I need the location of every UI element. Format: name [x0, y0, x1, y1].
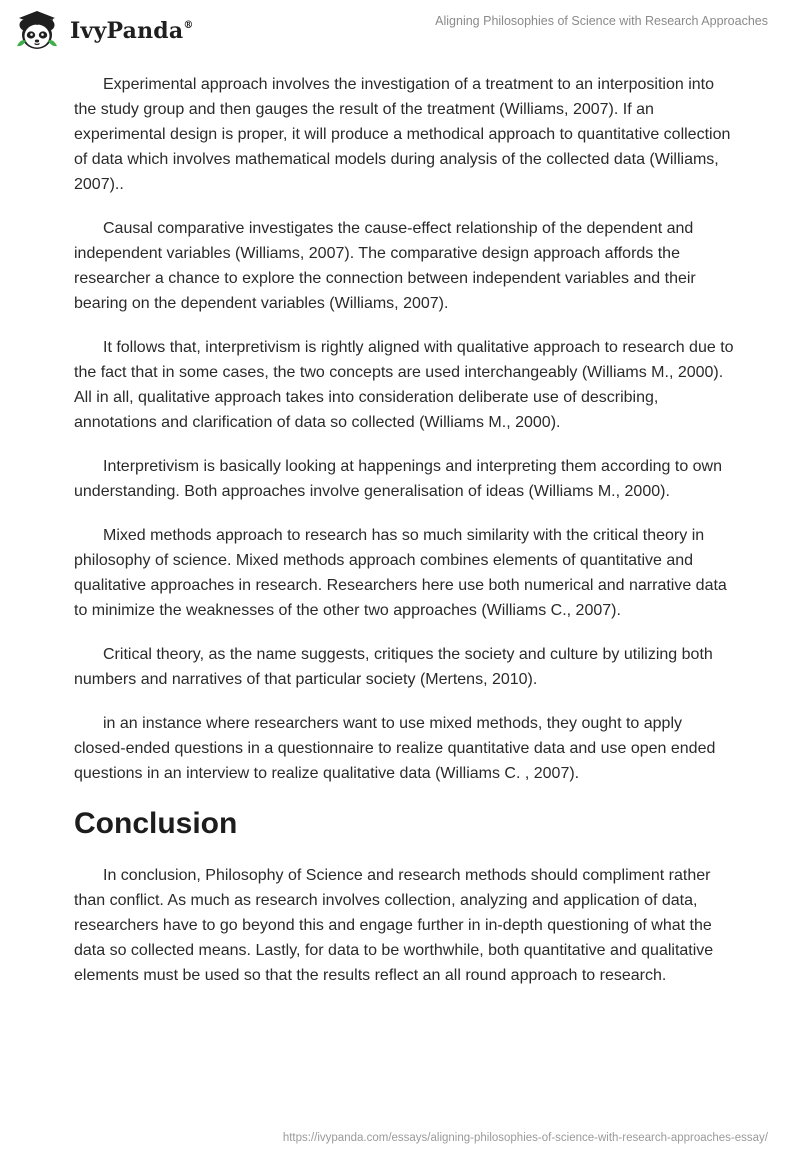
paragraph-experimental-approach: Experimental approach involves the investigation of a treatment to an interposition into the study group and then gauges the result of the treatment (Williams, 2007). If an experimental design is proper, it will produce a methodical approach to quantitative collection of data which involves mathematical models during analysis of the collected data (Williams, 2007)..	[74, 76, 731, 193]
essay-content	[74, 72, 734, 1007]
paragraph-mixed-methods-questions: in an instance where researchers want to use mixed methods, they ought to apply closed-ended questions in a questionnaire to realize quantitative data and use open ended questions in an interview to realize qualitative data (Williams C. , 2007).	[74, 715, 716, 782]
page-header	[0, 0, 800, 60]
paragraph-mixed-methods: Mixed methods approach to research has so much similarity with the critical theory in philosophy of science. Mixed methods approach combines elements of quantitative and qualitative approaches in research. Researchers here use both numerical and narrative data to minimize the weaknesses of the other two approaches (Williams C., 2007).	[74, 527, 727, 619]
conclusion-heading: Conclusion	[74, 807, 238, 840]
panda-graduate-icon	[14, 8, 60, 54]
ivypanda-logo[interactable]	[14, 8, 194, 54]
paragraph-causal-comparative: Causal comparative investigates the cause-effect relationship of the dependent and independent variables (Williams, 2007). The comparative design approach affords the researcher a chance to explore the connection between independent variables and their bearing on the dependent variables (Williams, 2007).	[74, 220, 696, 312]
paragraph-interpretivism-definition: Interpretivism is basically looking at happenings and interpreting them according to own understanding. Both approaches involve generalisation of ideas (Williams M., 2000).	[74, 458, 723, 500]
logo-wordmark	[70, 18, 194, 44]
paragraph-conclusion: In conclusion, Philosophy of Science and research methods should compliment rather than conflict. As much as research involves collection, analyzing and application of data, researchers have to go beyond this and engage further in in-depth questioning of what the data so collected means. Lastly, for data to be worthwhile, both quantitative and qualitative elements must be used so that the results reflect an all round approach to research.	[74, 867, 714, 984]
source-url-link[interactable]: https://ivypanda.com/essays/aligning-philosophies-of-science-with-research-approaches-essay/	[282, 1132, 768, 1144]
document-title: Aligning Philosophies of Science with Research Approaches	[435, 14, 768, 28]
registered-mark: ®	[183, 20, 194, 31]
paragraph-critical-theory: Critical theory, as the name suggests, critiques the society and culture by utilizing both numbers and narratives of that particular society (Mertens, 2010).	[74, 646, 713, 688]
paragraph-interpretivism-qualitative: It follows that, interpretivism is rightly aligned with qualitative approach to research due to the fact that in some cases, the two concepts are used interchangeably (Williams M., 2000). All in all, qualitative approach takes into consideration deliberate use of describing, annotations and clarification of data so collected (Williams M., 2000).	[74, 339, 734, 431]
logo-name: IvyPanda	[70, 18, 184, 44]
